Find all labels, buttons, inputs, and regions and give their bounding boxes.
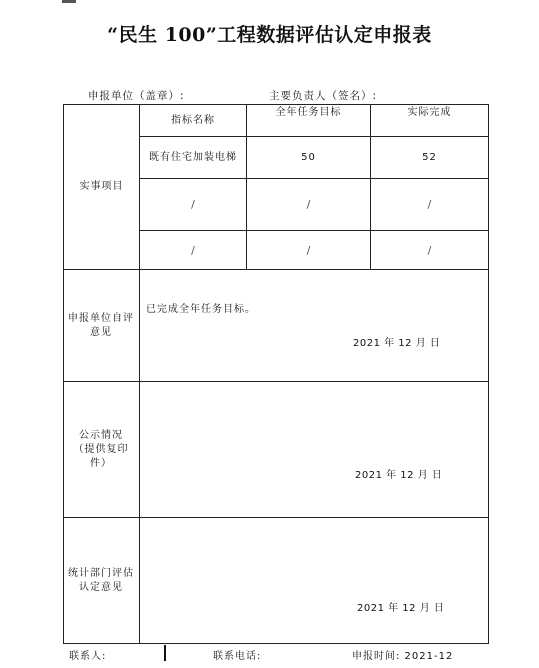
contact-person-label: 联系人: [69,651,107,662]
leader-signature-label: 主要负责人（签名）: [269,90,378,102]
table-cell-empty: / [306,198,311,211]
stats-dept-date: 2021 年 12 月 日 [357,603,445,614]
table-cell-empty: / [427,243,432,257]
table-cell-empty: / [191,198,195,211]
self-eval-text: 已完成全年任务目标。 [146,304,256,315]
contact-phone-label: 联系电话: [213,651,262,662]
table-cell-empty: / [191,243,195,257]
self-eval-date: 2021 年 12 月 日 [353,338,441,349]
table-cell-empty: / [306,243,311,257]
column-header-indicator: 指标名称 [171,114,215,126]
form-title: “民生 100”工程数据评估认定申报表 [107,24,432,46]
stats-dept-label: 统计部门评估认定意见 [68,567,134,593]
table-cell-indicator: 既有住宅加装电梯 [149,151,237,163]
footer-divider [164,645,166,661]
self-eval-label: 申报单位自评意见 [68,312,134,338]
unit-seal-label: 申报单位（盖章）: [88,90,185,102]
table-cell-target: 50 [301,151,316,163]
report-time: 申报时间: 2021-12 [352,651,454,662]
column-header-annual-target: 全年任务目标 [275,107,342,118]
section-label-projects: 实事项目 [79,181,124,192]
table-cell-empty: / [427,198,432,211]
top-corner-mark [62,0,76,3]
public-disclosure-date: 2021 年 12 月 日 [355,470,443,481]
column-header-actual: 实际完成 [407,107,452,118]
public-disclosure-label: 公示情况（提供复印件） [73,429,129,469]
table-cell-actual: 52 [422,151,437,163]
